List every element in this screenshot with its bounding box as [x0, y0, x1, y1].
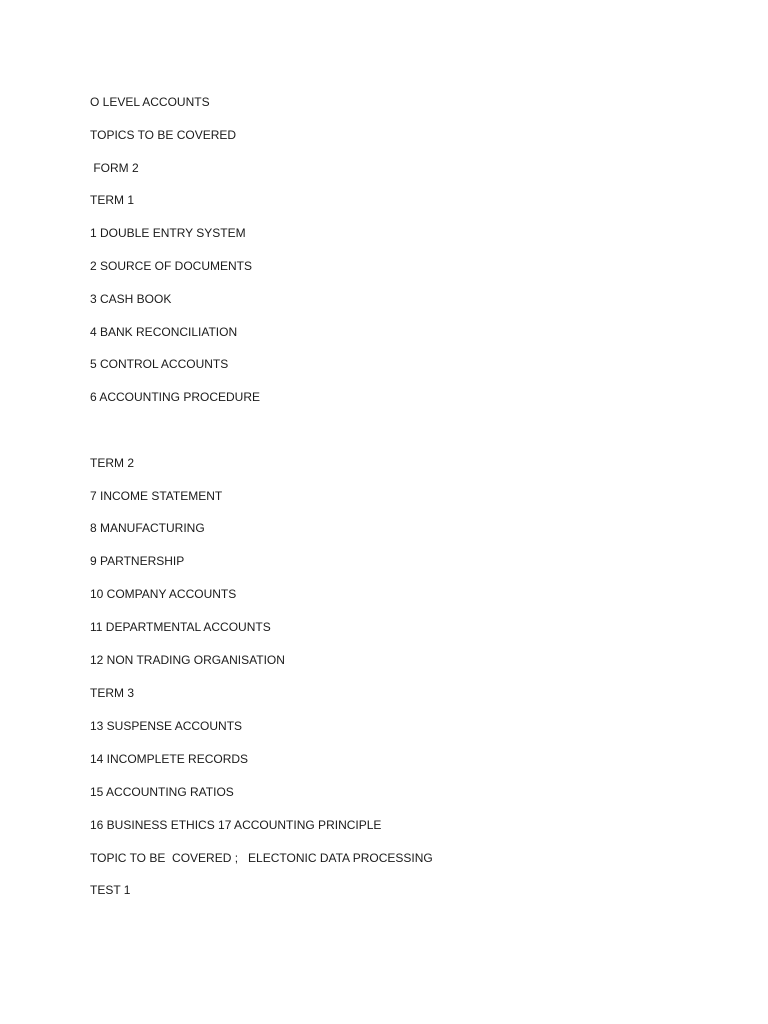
topic-line: 5 CONTROL ACCOUNTS [90, 357, 229, 371]
topic-line: 13 SUSPENSE ACCOUNTS [90, 719, 243, 733]
topic-line: 14 INCOMPLETE RECORDS [90, 752, 249, 766]
term-3-heading: TERM 3 [90, 686, 135, 700]
topic-line: 3 CASH BOOK [90, 292, 172, 306]
topic-line: 7 INCOME STATEMENT [90, 489, 223, 503]
form-heading: FORM 2 [90, 161, 139, 175]
topic-line: 15 ACCOUNTING RATIOS [90, 785, 234, 799]
topic-line: 2 SOURCE OF DOCUMENTS [90, 259, 253, 273]
topic-line: 4 BANK RECONCILIATION [90, 325, 238, 339]
term-2-heading: TERM 2 [90, 456, 135, 470]
topic-line: 1 DOUBLE ENTRY SYSTEM [90, 226, 246, 240]
term-1-heading: TERM 1 [90, 193, 135, 207]
topic-line: 9 PARTNERSHIP [90, 554, 185, 568]
topic-line: 6 ACCOUNTING PROCEDURE [90, 390, 261, 404]
test-heading: TEST 1 [90, 883, 131, 897]
topic-line: 11 DEPARTMENTAL ACCOUNTS [90, 620, 271, 634]
topic-line: 16 BUSINESS ETHICS 17 ACCOUNTING PRINCIPLE [90, 818, 382, 832]
topic-line: 12 NON TRADING ORGANISATION [90, 653, 285, 667]
document-title: O LEVEL ACCOUNTS [90, 95, 210, 109]
topics-heading: TOPICS TO BE COVERED [90, 128, 237, 142]
topic-covered-line: TOPIC TO BE COVERED ; ELECTONIC DATA PROCESSING [90, 851, 433, 865]
topic-line: 10 COMPANY ACCOUNTS [90, 587, 237, 601]
topic-line: 8 MANUFACTURING [90, 521, 205, 535]
